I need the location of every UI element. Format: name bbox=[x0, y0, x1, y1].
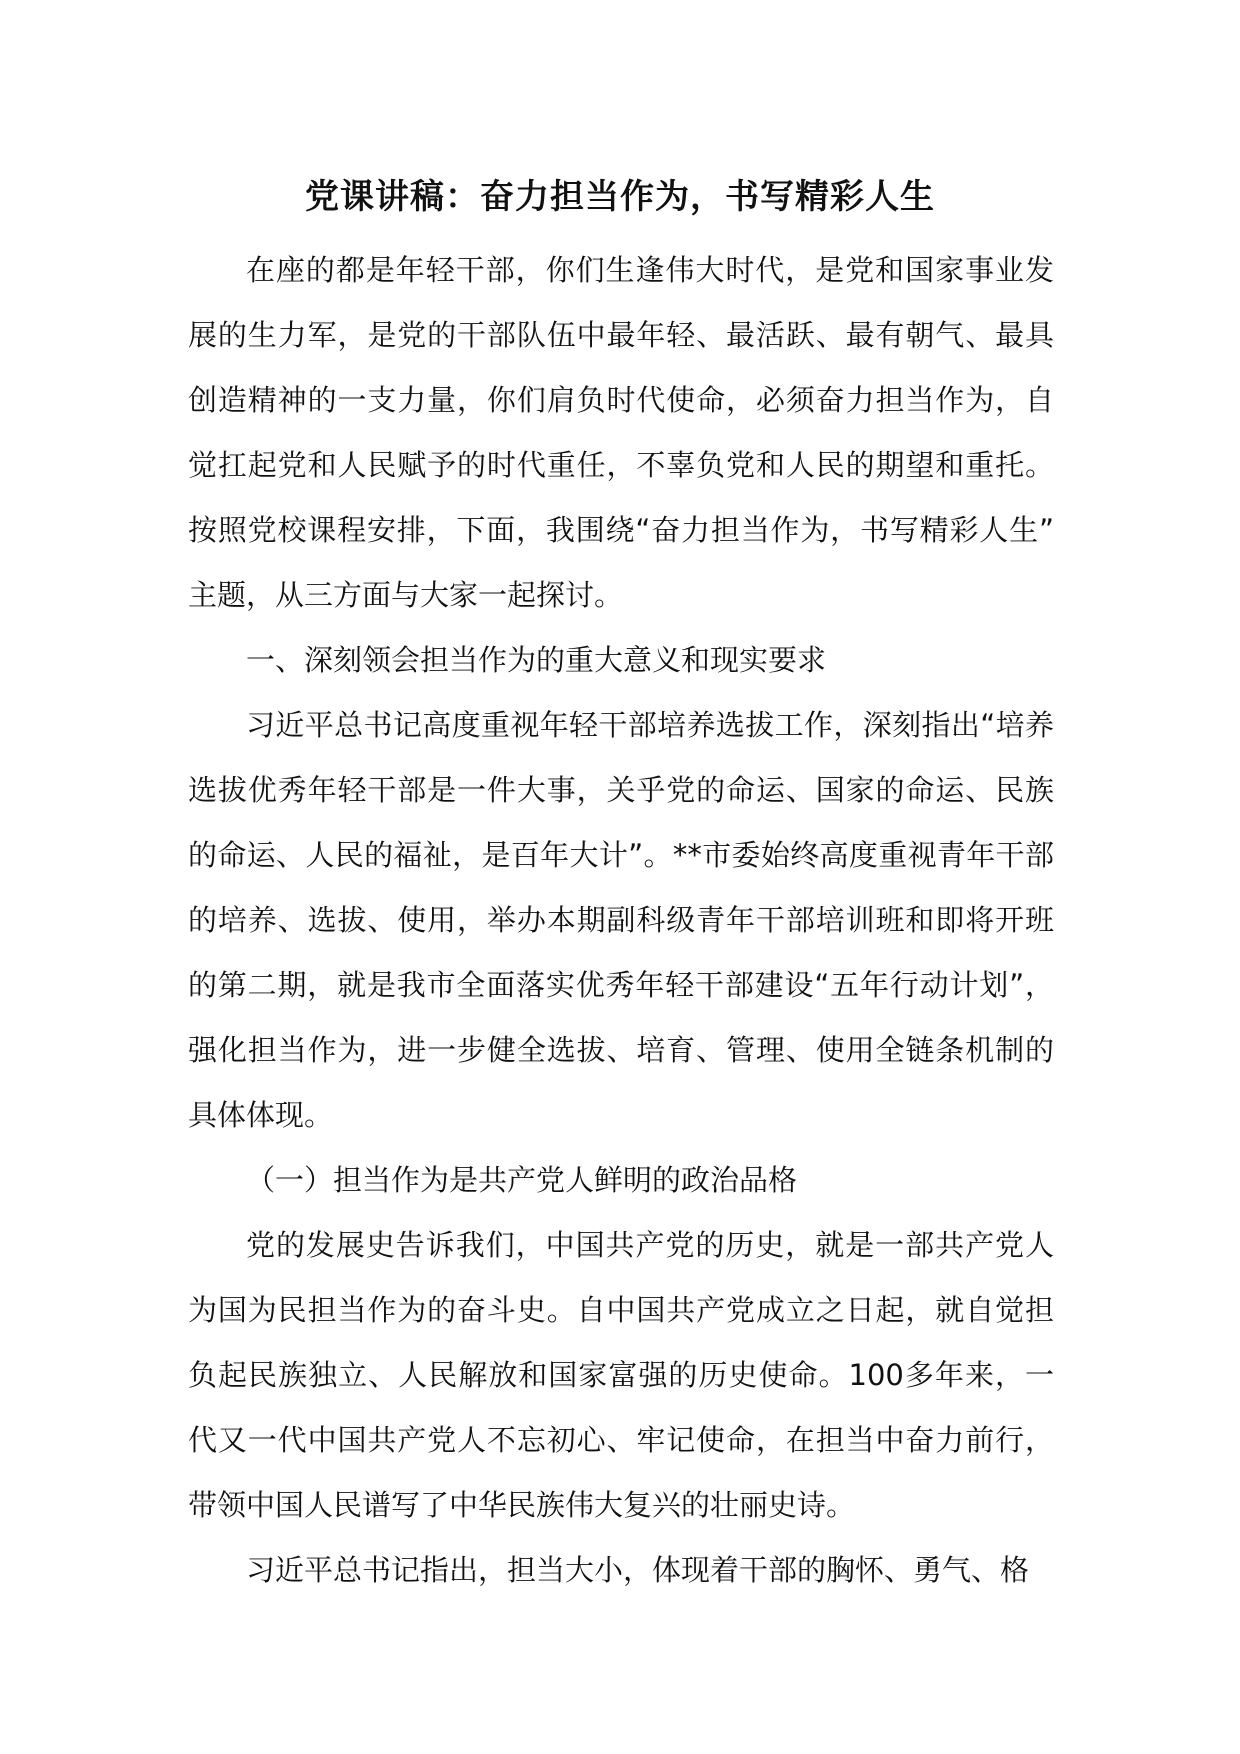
document-body bbox=[188, 238, 1054, 1603]
section-heading-1: 一、深刻领会担当作为的重大意义和现实要求 bbox=[246, 643, 827, 677]
paragraph-intro: 在座的都是年轻干部，你们生逢伟大时代，是党和国家事业发展的生力军，是党的干部队伍中最年轻、最活跃、最有朝气、最具创造精神的一支力量，你们肩负时代使命，必须奋力担当作为，自觉扛起党和人民赋予的时代重任，不辜负党和人民的期望和重托。按照党校课程安排，下面，我围绕“奋力担当作为，书写精彩人生”主题，从三方面与大家一起探讨。 bbox=[188, 253, 1054, 612]
subsection-heading-1: （一）担当作为是共产党人鲜明的政治品格 bbox=[246, 1163, 798, 1197]
document-title: 党课讲稿：奋力担当作为，书写精彩人生 bbox=[305, 177, 935, 217]
paragraph-party-history: 党的发展史告诉我们，中国共产党的历史，就是一部共产党人为国为民担当作为的奋斗史。自中国共产党成立之日起，就自觉担负起民族独立、人民解放和国家富强的历史使命。100多年来，一代又一代中国共产党人不忘初心、牢记使命，在担当中奋力前行，带领中国人民谱写了中华民族伟大复兴的壮丽史诗。 bbox=[188, 1228, 1054, 1522]
paragraph-section-1: 习近平总书记高度重视年轻干部培养选拔工作，深刻指出“培养选拔优秀年轻干部是一件大事，关乎党的命运、国家的命运、民族的命运、人民的福祉，是百年大计”。**市委始终高度重视青年干部的培养、选拔、使用，举办本期副科级青年干部培训班和即将开班的第二期，就是我市全面落实优秀年轻干部建设“五年行动计划”，强化担当作为，进一步健全选拔、培育、管理、使用全链条机制的具体体现。 bbox=[188, 708, 1054, 1132]
paragraph-continued: 习近平总书记指出，担当大小，体现着干部的胸怀、勇气、格 bbox=[246, 1553, 1030, 1587]
